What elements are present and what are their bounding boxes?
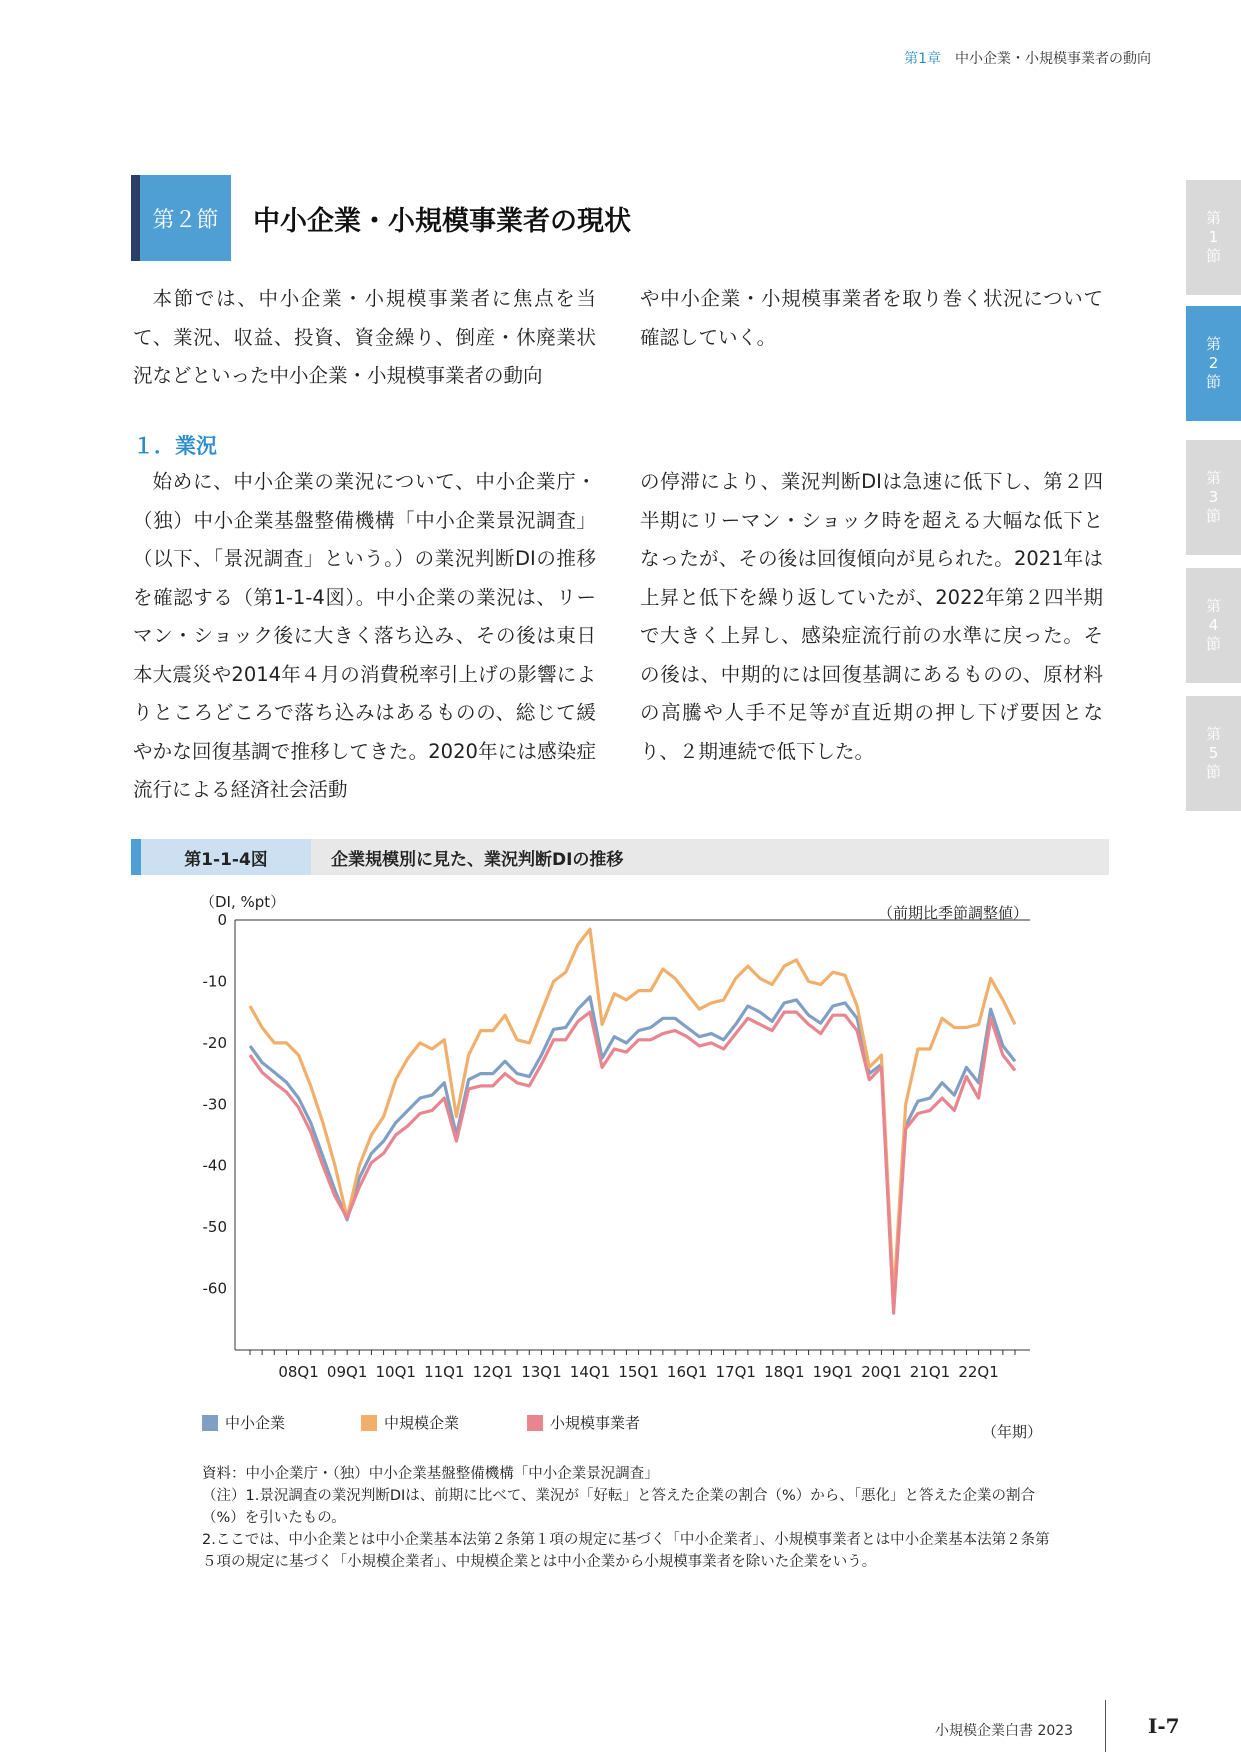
x-tick-label: 14Q1: [569, 1363, 611, 1381]
side-tab-section-5[interactable]: 第 5 節: [1186, 696, 1241, 811]
intro-column-1: [133, 280, 596, 396]
legend-label-sme: 中小企業: [225, 1414, 286, 1432]
source-note: 資料：中小企業庁・（独）中小企業基盤整備機構「中小企業景況調査」: [202, 1466, 659, 1482]
legend-item-sme: [202, 1412, 285, 1433]
series-line-2: [250, 1012, 1015, 1313]
chapter-number: 第1章: [904, 51, 941, 67]
section-tag: 第２節: [131, 175, 231, 261]
x-axis-unit: （年期）: [982, 1423, 1043, 1441]
subheading-gyokyo: １．業況: [133, 434, 217, 458]
body-paragraph-1: 始めに、中小企業の業況について、中小企業庁・（独）中小企業基盤整備機構「中小企業景況調査」（以下、「景況調査」という。）の業況判断DIの推移を確認する（第1-1-4図）。中小企業の業況は、リーマン・ショック後に大きく落ち込み、その後は東日本大震災や2014年４月の消費税率引上げの影響によりところどころで落ち込みはあるものの、総じて緩やかな回復基調で推移してきた。2020年には感染症流行による経済社会活動: [133, 470, 596, 801]
x-tick-label: 16Q1: [666, 1363, 708, 1381]
body-column-2: [640, 463, 1103, 771]
side-tab-section-3[interactable]: 第 3 節: [1186, 440, 1241, 555]
y-axis-label: （DI, %pt）: [200, 893, 286, 911]
x-tick-label: 11Q1: [424, 1363, 465, 1381]
x-tick-label: 21Q1: [909, 1363, 951, 1381]
figure-number: 第1-1-4図: [131, 839, 311, 875]
series-lines: [250, 929, 1015, 1313]
figure-caption: 企業規模別に見た、業況判断DIの推移: [331, 849, 624, 870]
x-tick-label: 13Q1: [521, 1363, 562, 1381]
y-tick-label: -30: [202, 1095, 227, 1114]
legend-item-small: [527, 1412, 640, 1433]
series-line-1: [250, 929, 1015, 1298]
y-tick-label: -60: [202, 1279, 227, 1298]
body-paragraph-2: の停滞により、業況判断DIは急速に低下し、第２四半期にリーマン・ショック時を超える大幅な低下となったが、その後は回復傾向が見られた。2021年は上昇と低下を繰り返していたが、2022年第２四半期で大きく上昇し、感染症流行前の水準に戻った。その後は、中期的には回復基調にあるものの、原材料の高騰や人手不足等が直近期の押し下げ要因となり、２期連続で低下した。: [640, 470, 1103, 763]
side-tab-section-2[interactable]: 第 2 節: [1186, 306, 1241, 421]
legend: [202, 1412, 696, 1433]
legend-label-small: 小規模事業者: [550, 1414, 641, 1432]
chapter-title: 中小企業・小規模事業者の動向: [955, 51, 1151, 67]
note-1: （注）1.景況調査の業況判断DIは、前期に比べて、業況が「好転」と答えた企業の割合（%）から、「悪化」と答えた企業の割合（%）を引いたもの。: [202, 1488, 1036, 1526]
footer-publication-title: 小規模企業白書 2023: [935, 1723, 1074, 1739]
x-tick-label: 18Q1: [764, 1363, 805, 1381]
x-tick-label: 22Q1: [958, 1363, 999, 1381]
x-tick-label: 12Q1: [472, 1363, 514, 1381]
legend-swatch-medium: [361, 1415, 377, 1431]
figure-notes: [202, 1463, 1052, 1573]
running-head: [904, 48, 1151, 68]
x-axis: [250, 1350, 1015, 1381]
section-heading: [131, 175, 631, 261]
line-chart: [180, 880, 1060, 1400]
y-axis: [203, 911, 228, 1298]
legend-item-medium: [361, 1412, 459, 1433]
y-tick-label: -50: [202, 1218, 227, 1237]
legend-label-medium: 中規模企業: [384, 1414, 460, 1432]
intro-paragraph-1: 本節では、中小企業・小規模事業者に焦点を当て、業況、収益、投資、資金繰り、倒産・休廃業状況などといった中小企業・小規模事業者の動向: [133, 287, 596, 387]
side-tab-section-4[interactable]: 第 4 節: [1186, 568, 1241, 683]
section-title: 中小企業・小規模事業者の現状: [253, 205, 631, 237]
y-tick-label: 0: [217, 911, 227, 929]
page-number: Ⅰ-7: [1148, 1714, 1180, 1738]
y-tick-label: -20: [202, 1033, 227, 1052]
intro-column-2: [640, 280, 1103, 357]
footer-divider: [1105, 1700, 1106, 1752]
legend-swatch-small: [527, 1415, 543, 1431]
x-tick-label: 17Q1: [715, 1363, 756, 1381]
legend-swatch-sme: [202, 1415, 218, 1431]
chart-note: （前期比季節調整値）: [877, 904, 1028, 922]
y-tick-label: -40: [202, 1156, 227, 1175]
x-tick-label: 08Q1: [278, 1363, 319, 1381]
y-tick-label: -10: [202, 972, 227, 991]
x-tick-label: 19Q1: [812, 1363, 854, 1381]
side-tab-section-1[interactable]: 第 1 節: [1186, 180, 1241, 295]
x-tick-label: 09Q1: [326, 1363, 368, 1381]
body-column-1: [133, 463, 596, 810]
note-2: 2.ここでは、中小企業とは中小企業基本法第２条第１項の規定に基づく「中小企業者」、小規模事業者とは中小企業基本法第２条第５項の規定に基づく「小規模企業者」、中規模企業とは中小企業から小規模事業者を除いた企業をいう。: [202, 1532, 1050, 1570]
x-tick-label: 15Q1: [618, 1363, 659, 1381]
x-tick-label: 10Q1: [375, 1363, 416, 1381]
figure-title-bar: [131, 839, 1109, 875]
x-tick-label: 20Q1: [861, 1363, 902, 1381]
intro-paragraph-2: や中小企業・小規模事業者を取り巻く状況について確認していく。: [640, 287, 1103, 349]
